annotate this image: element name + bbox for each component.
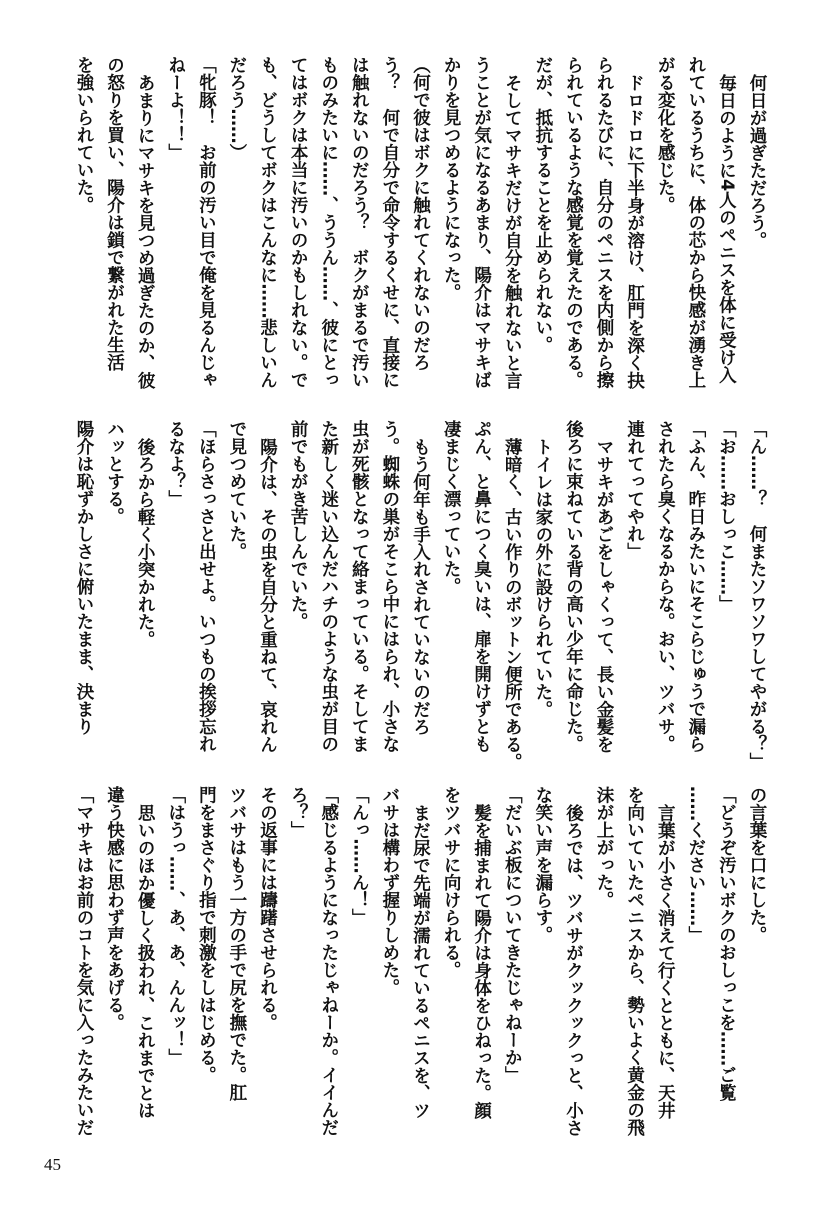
text-column: 「だいぶ板についてきたじゃねーか」: [502, 786, 523, 1084]
text-column: そしてマサキだけが自分を触れないと言: [502, 73, 523, 389]
page-number: 45: [44, 1155, 61, 1174]
text-column: られるたびに、自分のペニスを内側から擦: [594, 56, 615, 389]
text-column: ものみたいに……、ううん……、彼にとっ: [318, 56, 339, 389]
text-column: ぷん、と鼻につく臭いは、扉を開けずとも: [471, 420, 492, 753]
text-column: 「お……おしっこ……」: [716, 420, 737, 613]
text-column: だが、抵抗することを止められない。: [532, 56, 553, 354]
text-column: 「んっ……ん！」: [349, 786, 370, 926]
text-column: ツバサはもう一方の手で尻を撫でた。肛: [226, 786, 247, 1101]
text-column: た新しく迷い込んだハチのような虫が目の: [318, 420, 339, 753]
text-column: （何で彼はボクに触れてくれないのだろ: [410, 56, 431, 371]
text-block-middle: [52, 420, 772, 770]
text-column: 髪を捕まれて陽介は身体をひねった。顔: [471, 803, 492, 1119]
text-column: 言葉が小さく消えて行くとともに、天井: [655, 803, 676, 1119]
text-column: 毎日のように4人のペニスを体に受け入: [716, 73, 737, 384]
text-column: 何日が過ぎただろう。: [747, 73, 767, 249]
text-column: るなよ？」: [165, 420, 186, 508]
text-column: がる変化を感じた。: [655, 56, 676, 214]
text-column: 後ろから軽く小突かれた。: [135, 437, 156, 648]
text-column: の怒りを買い、陽介は鎖で繋がれた生活: [104, 56, 125, 371]
text-column: う？ 何で自分で命令するくせに、直接に: [379, 56, 400, 389]
text-column: で見つめていた。: [226, 420, 247, 560]
text-column: 凄まじく漂っていた。: [441, 420, 462, 595]
text-column: は触れないのだろう？ ボクがまるで汚い: [349, 56, 370, 389]
text-column: を強いられていた。: [73, 56, 94, 214]
text-column: 「感じるようになったじゃねーか。イイんだ: [318, 786, 339, 1136]
text-column: な笑い声を漏らす。: [532, 786, 553, 944]
text-column: 門をまさぐり指で刺激をしはじめる。: [196, 786, 217, 1084]
text-column: を向いていたペニスから、勢いよく黄金の飛: [624, 786, 645, 1136]
text-column: トイレは家の外に設けられていた。: [532, 437, 553, 718]
text-column: うことが気になるあまり、陽介はマサキば: [471, 56, 492, 389]
text-column: マサキがあごをしゃくって、長い金髪を: [594, 437, 615, 753]
text-column: 沫が上がった。: [594, 786, 615, 909]
text-column: あまりにマサキを見つめ過ぎたのか、彼: [135, 73, 156, 389]
text-column: も、どうしてボクはこんなに……悲しいん: [257, 56, 278, 389]
text-column: 後ろでは、ツバサがクックックっと、小さ: [563, 803, 584, 1136]
text-column: 陽介は、その虫を自分と重ねて、哀れん: [257, 437, 278, 753]
text-column: その返事には躊躇させられる。: [257, 786, 278, 1031]
text-column: れているうちに、体の芯から快感が湧き上: [685, 56, 706, 389]
text-column: だろう……）: [226, 56, 247, 161]
text-column: 「ん……？ 何またソワソワしてやがる？」: [747, 420, 767, 770]
text-column: ハッとする。: [104, 420, 125, 525]
text-column: 陽介は恥ずかしさに俯いたまま、決まり: [73, 420, 94, 735]
text-column: ろ？」: [288, 786, 309, 839]
text-column: 「はうっ……、あ、あ、んんッ！」: [165, 786, 186, 1066]
text-column: てはボクは本当に汚いのかもしれない。で: [288, 56, 309, 389]
text-column: かりを見つめるようになった。: [441, 56, 462, 301]
text-column: の言葉を口にした。: [747, 786, 767, 944]
text-column: もう何年も手入れされていないのだろ: [410, 437, 431, 735]
text-column: 「マサキはお前のコトを気に入ったみたいだ: [73, 786, 94, 1136]
text-column: 思いのほか優しく扱われ、これまでとは: [135, 803, 156, 1119]
text-column: 「どうぞ汚いボクのおしっこを……ご覧: [716, 786, 737, 1101]
text-column: 後ろに束ねている背の高い少年に命じた。: [563, 420, 584, 753]
text-column: ドロドロに下半身が溶け、肛門を深く抉: [624, 73, 645, 389]
text-column: まだ尿で先端が濡れているペニスを、ツ: [410, 803, 431, 1119]
text-column: 「ほらさっさと出せよ。いつもの挨拶忘れ: [196, 420, 217, 753]
text-block-bottom: [52, 786, 772, 1136]
text-column: ねーよ！！」: [165, 56, 186, 161]
text-block-top: [52, 56, 772, 401]
text-column: 虫が死骸となって絡まっている。そしてま: [349, 420, 370, 753]
text-column: 違う快感に思わず声をあげる。: [104, 786, 125, 1031]
text-column: 「ふん、昨日みたいにそこらじゅうで漏ら: [685, 420, 706, 753]
text-column: されたら臭くなるからな。おい、ツバサ。: [655, 420, 676, 753]
text-column: 「牝豚！ お前の汚い目で俺を見るんじゃ: [196, 56, 217, 389]
text-column: 連れてってやれ」: [624, 420, 645, 560]
text-column: をツバサに向けられる。: [441, 786, 462, 979]
text-column: バサは構わず握りしめた。: [379, 786, 400, 996]
text-column: う。蜘蛛の巣がそこら中にはられ、小さな: [379, 420, 400, 753]
text-column: られているような感覚を覚えたのである。: [563, 56, 584, 389]
text-column: 薄暗く、古い作りのボットン便所である。: [502, 437, 523, 770]
text-column: 前でもがき苦しんでいた。: [288, 420, 309, 630]
text-column: ……ください……」: [685, 786, 706, 944]
